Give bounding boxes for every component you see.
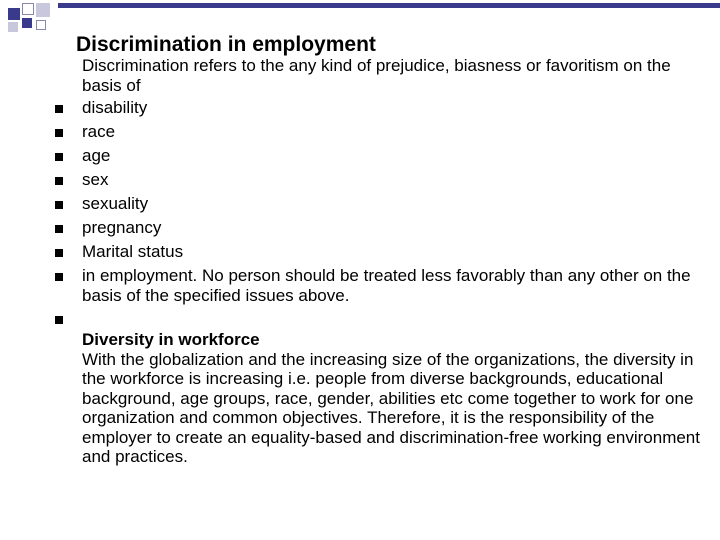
bullet-icon xyxy=(55,225,63,233)
diversity-section xyxy=(82,330,702,467)
bullet-icon xyxy=(55,249,63,257)
diversity-heading: Diversity in workforce xyxy=(82,330,260,349)
diversity-text: With the globalization and the increasing size of the organizations, the diversity in the workforce is increasing i.e. people from diverse backgrounds, educational background, age groups, race, gender, abilities etc come together to work for one organization and common objectives. Therefore, it is the responsibility of the employer to create an equality-based and discrimination-free working environment and practices. xyxy=(82,349,700,466)
bullet-icon xyxy=(55,105,63,113)
bullet-icon xyxy=(55,177,63,185)
bullet-icon xyxy=(55,273,63,281)
bullet-icon xyxy=(55,316,63,324)
bullet-icon xyxy=(55,129,63,137)
decorative-header xyxy=(0,0,720,36)
bullet-icon xyxy=(55,201,63,209)
bullet-icon xyxy=(55,153,63,161)
intro-text: Discrimination refers to the any kind of prejudice, biasness or favoritism on the basis of xyxy=(82,56,671,95)
page-title: Discrimination in employment xyxy=(76,33,376,56)
